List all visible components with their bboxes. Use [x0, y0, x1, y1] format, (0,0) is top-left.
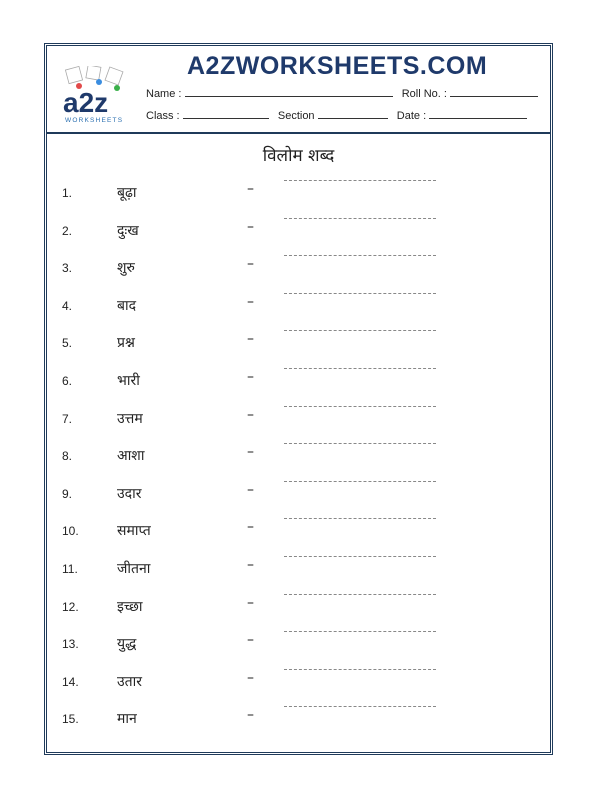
item-dash: –: [247, 519, 254, 536]
name-blank[interactable]: [185, 86, 393, 97]
list-item: [47, 257, 550, 277]
section-label: Section: [277, 110, 315, 122]
answer-line[interactable]: [284, 218, 436, 219]
logo-text: a2z: [63, 87, 109, 118]
item-word: आशा: [117, 448, 145, 465]
item-number: 13.: [62, 637, 79, 652]
list-item: [47, 520, 550, 540]
worksheet-title: विलोम शब्द: [262, 146, 335, 166]
item-dash: –: [247, 481, 254, 498]
item-word: उदार: [117, 485, 142, 502]
answer-line[interactable]: [284, 594, 436, 595]
worksheet-frame: [44, 43, 553, 755]
item-dash: –: [247, 331, 254, 348]
item-dash: –: [247, 256, 254, 273]
item-dash: –: [247, 707, 254, 724]
list-item: [47, 671, 550, 691]
name-label: Name :: [146, 88, 182, 100]
section-blank[interactable]: [318, 108, 388, 119]
item-number: 4.: [62, 298, 73, 313]
answer-line[interactable]: [284, 481, 436, 482]
list-item: [47, 596, 550, 616]
item-number: 11.: [62, 562, 78, 576]
item-number: 5.: [62, 336, 73, 351]
item-number: 6.: [62, 374, 73, 388]
list-item: [47, 332, 550, 352]
item-word: प्रश्न: [117, 335, 135, 352]
answer-line[interactable]: [284, 518, 436, 519]
item-number: 15.: [62, 712, 79, 727]
answer-line[interactable]: [284, 443, 436, 444]
date-label: Date :: [396, 110, 427, 122]
date-blank[interactable]: [429, 108, 527, 119]
item-word: समाप्त: [117, 523, 151, 540]
item-dash: –: [247, 594, 254, 611]
list-item: [47, 558, 550, 578]
item-dash: –: [247, 218, 254, 235]
item-word: मान: [117, 711, 137, 728]
list-item: [47, 408, 550, 428]
class-blank[interactable]: [183, 108, 269, 119]
name-row: [146, 86, 538, 100]
item-word: दुःख: [117, 222, 139, 239]
answer-line[interactable]: [284, 556, 436, 557]
logo-subtext: WORKSHEETS: [65, 117, 124, 124]
answer-line[interactable]: [284, 293, 436, 294]
item-dash: –: [247, 293, 254, 310]
list-item: [47, 295, 550, 315]
item-number: 3.: [62, 261, 73, 276]
item-number: 2.: [62, 223, 73, 238]
answer-line[interactable]: [284, 706, 436, 707]
item-dash: –: [247, 406, 254, 423]
item-word: बूढ़ा: [117, 185, 137, 201]
item-number: 8.: [62, 449, 73, 464]
item-number: 1.: [62, 186, 73, 200]
item-dash: –: [247, 369, 254, 385]
list-item: [47, 633, 550, 653]
site-title: A2ZWORKSHEETS.COM: [187, 52, 488, 80]
class-label: Class :: [146, 110, 180, 122]
answer-line[interactable]: [284, 368, 436, 369]
item-word: उतार: [117, 673, 143, 690]
list-item: [47, 483, 550, 503]
item-word: बाद: [117, 297, 137, 314]
item-word: युद्ध: [117, 636, 137, 653]
answer-line[interactable]: [284, 330, 436, 331]
list-item: [47, 708, 550, 728]
item-word: भारी: [117, 373, 140, 389]
item-number: 10.: [62, 524, 79, 539]
answer-line[interactable]: [284, 631, 436, 632]
a2z-logo-icon: [59, 66, 139, 124]
list-item: [47, 370, 550, 390]
list-item: [47, 182, 550, 202]
item-number: 7.: [62, 411, 73, 426]
answer-line[interactable]: [284, 255, 436, 256]
roll-blank[interactable]: [450, 86, 538, 97]
item-word: जीतना: [117, 561, 151, 577]
list-item: [47, 445, 550, 465]
item-dash: –: [247, 181, 254, 197]
item-dash: –: [247, 557, 254, 573]
worksheet-header: [47, 46, 550, 134]
item-word: इच्छा: [117, 598, 143, 615]
roll-label: Roll No. :: [401, 88, 447, 100]
item-dash: –: [247, 669, 254, 686]
item-dash: –: [247, 632, 254, 649]
item-number: 12.: [62, 599, 79, 614]
item-number: 9.: [62, 486, 73, 501]
answer-line[interactable]: [284, 669, 436, 670]
item-number: 14.: [62, 674, 79, 689]
item-word: उत्तम: [117, 410, 143, 427]
class-row: [146, 108, 527, 122]
list-item: [47, 220, 550, 240]
item-dash: –: [247, 444, 254, 461]
answer-line[interactable]: [284, 180, 436, 181]
answer-line[interactable]: [284, 406, 436, 407]
item-word: शुरु: [117, 260, 135, 277]
